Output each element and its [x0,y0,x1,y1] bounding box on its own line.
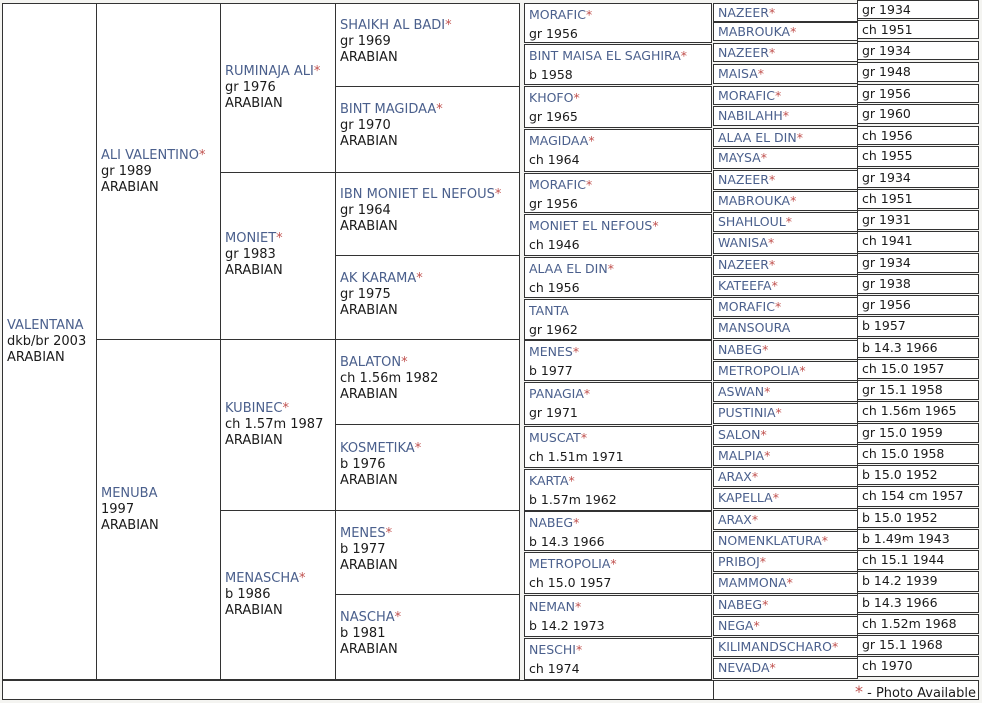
horse-gen6-info: ch 1941 [857,231,979,252]
horse-gen4 [335,594,520,680]
photo-star-icon: * [762,597,769,612]
horse-color-year: gr 1983 [225,247,276,262]
photo-star-icon: * [610,556,617,571]
horse-gen6-info: gr 15.1 1958 [857,380,979,400]
horse-gen5 [524,638,712,680]
horse-gen6-name: NAZEER* [713,43,858,62]
horse-gen6-info: gr 15.0 1959 [857,423,979,443]
photo-star-icon: * [385,526,393,541]
photo-star-icon: * [767,235,775,250]
horse-name: BINT MAISA EL SAGHIRA* [529,48,688,63]
horse-gen4 [335,255,520,340]
horse-gen5 [524,44,712,85]
horse-name: ALAA EL DIN* [529,261,614,276]
horse-gen5 [524,3,712,43]
horse-gen6-name: SALON* [713,425,858,445]
photo-star-icon: * [764,448,771,463]
photo-star-icon: * [401,355,408,370]
horse-gen5 [524,173,712,213]
horse-color-year: b 1.57m 1962 [529,492,617,507]
horse-color-year: ch 1974 [529,661,580,676]
photo-star-icon: * [782,108,790,123]
horse-gen5 [524,129,712,172]
horse-breed: ARABIAN [101,180,159,195]
horse-name: METROPOLIA* [529,556,617,571]
horse-gen6-name: MANSOURA [713,318,858,339]
horse-name: KOSMETIKA* [340,441,422,456]
photo-star-icon: * [588,133,595,148]
horse-gen6-info: gr 1934 [857,253,979,273]
photo-star-icon: * [785,214,793,229]
photo-star-icon: * [854,682,863,700]
photo-star-icon: * [572,344,580,359]
horse-gen6-info: gr 1960 [857,104,979,124]
horse-gen6-name: MORAFIC* [713,297,858,317]
horse-breed: ARABIAN [340,473,398,488]
horse-gen5 [524,257,712,298]
horse-color-year: ch 15.0 1957 [529,575,612,590]
horse-gen6-info: b 14.3 1966 [857,593,979,613]
horse-gen6-name: NEVADA* [713,658,858,679]
horse-gen6-name: NABILAHH* [713,106,858,126]
photo-star-icon: * [583,386,591,401]
photo-star-icon: * [313,64,321,79]
horse-gen6-name: MAMMONA* [713,573,858,594]
horse-color-year: ch 1964 [529,152,580,167]
horse-breed: ARABIAN [225,603,283,618]
horse-gen6-info: ch 1955 [857,146,979,167]
photo-star-icon: * [764,384,771,399]
horse-gen6-name: NABEG* [713,340,858,360]
horse-color-year: b 1977 [340,542,386,557]
photo-star-icon: * [768,5,776,20]
horse-gen6-name: NEGA* [713,616,858,636]
horse-breed: ARABIAN [225,96,283,111]
horse-name: PANAGIA* [529,386,591,401]
horse-gen6-name: KAPELLA* [713,488,858,509]
horse-breed: ARABIAN [340,219,398,234]
horse-gen6-name: MABROUKA* [713,22,858,41]
horse-color-year: gr 1970 [340,118,391,133]
horse-color-year: ch 1.56m 1982 [340,371,439,386]
photo-star-icon: * [821,533,829,548]
horse-breed: ARABIAN [7,350,65,365]
photo-star-icon: * [445,18,452,33]
horse-valentana [2,3,97,680]
photo-star-icon: * [416,271,423,286]
horse-name: NABEG* [529,515,580,530]
horse-name: TANTA [529,303,569,318]
horse-gen5 [524,382,712,425]
horse-name: KARTA* [529,473,575,488]
horse-sire [96,3,221,340]
horse-name: BINT MAGIDAA* [340,102,443,117]
horse-gen6-name: NOMENKLATURA* [713,531,858,551]
photo-star-icon: * [574,599,582,614]
horse-name: BALATON* [340,355,408,370]
horse-breed: ARABIAN [340,50,398,65]
horse-name: MORAFIC* [529,177,593,192]
horse-gen6-info: gr 1956 [857,295,979,315]
horse-gen6-info: ch 1956 [857,126,979,145]
horse-color-year: ch 1.51m 1971 [529,449,624,464]
horse-gen4 [335,172,520,256]
photo-star-icon: * [769,660,776,675]
photo-star-icon: * [796,130,803,145]
horse-gen6-info: b 15.0 1952 [857,465,979,485]
horse-color-year: gr 1976 [225,80,276,95]
photo-star-icon: * [494,187,502,202]
horse-gen6-info: ch 154 cm 1957 [857,486,979,507]
horse-gen6-info: ch 1951 [857,189,979,209]
horse-color-year: dkb/br 2003 [7,334,87,349]
horse-gen6-info: b 1.49m 1943 [857,529,979,549]
horse-gen6-name: NAZEER* [713,3,858,22]
horse-gen5 [524,552,712,594]
horse-breed: ARABIAN [340,387,398,402]
horse-name: MUSCAT* [529,430,588,445]
horse-gen6-name: MAYSA* [713,148,858,169]
horse-gen4 [335,339,520,425]
horse-gen6-info: b 14.3 1966 [857,338,979,358]
horse-gen6-info: ch 15.0 1957 [857,359,979,379]
horse-breed: ARABIAN [225,263,283,278]
legend-text: - Photo Available [862,686,976,700]
horse-name: NEMAN* [529,599,582,614]
horse-gen6-info: b 15.0 1952 [857,508,979,528]
horse-gen4 [335,86,520,173]
horse-color-year: 1997 [101,502,135,517]
horse-color-year: b 14.2 1973 [529,618,605,633]
horse-gen5 [524,214,712,256]
horse-color-year: gr 1975 [340,287,391,302]
photo-star-icon: * [751,512,759,527]
horse-gen6-info: gr 1934 [857,168,979,188]
photo-star-icon: * [680,48,688,63]
horse-name: RUMINAJA ALI* [225,64,321,79]
photo-star-icon: * [757,66,764,81]
horse-color-year: b 1977 [529,363,573,378]
photo-star-icon: * [760,427,767,442]
photo-star-icon: * [759,554,767,569]
horse-gen4 [335,3,520,87]
horse-gen6-info: gr 1938 [857,274,979,294]
horse-gen6-name: WANISA* [713,233,858,254]
horse-name: IBN MONIET EL NEFOUS* [340,187,502,202]
horse-color-year: gr 1965 [529,109,578,124]
photo-star-icon: * [774,88,782,103]
horse-gen6-name: NAZEER* [713,170,858,190]
horse-color-year: ch 1.57m 1987 [225,417,324,432]
horse-name: MENASCHA* [225,571,306,586]
horse-gen6-info: ch 1.52m 1968 [857,614,979,634]
horse-gen6-name: MORAFIC* [713,86,858,105]
horse-name: MORAFIC* [529,7,593,22]
horse-breed: ARABIAN [340,642,398,657]
horse-breed: ARABIAN [225,433,283,448]
photo-star-icon: * [771,278,778,293]
photo-star-icon: * [831,639,839,654]
horse-color-year: gr 1962 [529,322,578,337]
horse-gen5 [524,426,712,468]
horse-name: AK KARAMA* [340,271,423,286]
horse-name: MENES* [529,344,580,359]
horse-gen6-info: ch 15.1 1944 [857,550,979,570]
photo-star-icon: * [585,7,593,22]
horse-name: MAGIDAA* [529,133,595,148]
photo-star-icon: * [576,642,583,657]
photo-star-icon: * [786,575,793,590]
horse-gen6-name: PUSTINIA* [713,403,858,424]
horse-color-year: b 1958 [529,67,573,82]
horse-color-year: ch 1946 [529,237,580,252]
photo-star-icon: * [580,430,588,445]
photo-star-icon: * [198,148,206,163]
horse-color-year: gr 1971 [529,405,578,420]
photo-star-icon: * [607,261,614,276]
horse-gen6-info: gr 1934 [857,0,979,19]
horse-gen3 [220,510,336,680]
photo-star-icon: * [790,193,797,208]
photo-star-icon: * [751,469,759,484]
horse-gen6-info: ch 15.0 1958 [857,444,979,464]
horse-gen6-info: ch 1951 [857,20,979,39]
horse-name: VALENTANA [7,318,84,333]
photo-star-icon: * [282,401,289,416]
horse-gen3 [220,3,336,173]
horse-name: NESCHI* [529,642,583,657]
horse-gen6-info: gr 1931 [857,210,979,230]
photo-star-icon: * [772,490,779,505]
photo-star-icon: * [436,102,443,117]
horse-gen6-name: SHAHLOUL* [713,212,858,232]
photo-star-icon: * [775,405,782,420]
horse-color-year: b 1976 [340,457,386,472]
photo-star-icon: * [585,177,593,192]
horse-gen6-info: gr 1948 [857,62,979,82]
horse-breed: ARABIAN [340,134,398,149]
horse-gen3 [220,339,336,511]
footer-empty [2,680,714,700]
horse-gen6-name: ALAA EL DIN* [713,128,858,147]
horse-color-year: gr 1989 [101,164,152,179]
horse-gen6-name: MALPIA* [713,446,858,466]
horse-name: SHAIKH AL BADI* [340,18,452,33]
horse-name: ALI VALENTINO* [101,148,206,163]
photo-star-icon: * [768,45,776,60]
photo-star-icon: * [760,150,767,165]
horse-color-year: ch 1956 [529,280,580,295]
horse-gen6-name: KATEEFA* [713,276,858,296]
horse-gen6-name: METROPOLIA* [713,361,858,381]
photo-star-icon: * [394,610,402,625]
photo-star-icon: * [299,571,306,586]
horse-gen6-name: ASWAN* [713,382,858,402]
horse-name: MENUBA [101,486,158,501]
horse-gen5 [524,511,712,551]
horse-gen6-name: ARAX* [713,467,858,487]
photo-star-icon: * [414,441,422,456]
horse-gen6-name: ARAX* [713,510,858,530]
horse-dam [96,339,221,680]
horse-color-year: gr 1969 [340,34,391,49]
photo-star-icon: * [774,299,782,314]
horse-gen5 [524,340,712,381]
photo-star-icon: * [753,618,760,633]
horse-gen5 [524,469,712,511]
horse-gen6-name: PRIBOJ* [713,552,858,572]
horse-gen5 [524,595,712,637]
footer-legend [713,680,979,700]
photo-star-icon: * [768,172,776,187]
horse-breed: ARABIAN [340,558,398,573]
photo-star-icon: * [573,515,580,530]
horse-name: NASCHA* [340,610,402,625]
photo-star-icon: * [568,473,575,488]
horse-name: KUBINEC* [225,401,289,416]
photo-star-icon: * [799,363,806,378]
horse-gen6-info: ch 1970 [857,656,979,677]
horse-name: MENES* [340,526,393,541]
horse-gen6-info: gr 15.1 1968 [857,635,979,655]
horse-gen4 [335,510,520,595]
horse-gen6-info: gr 1934 [857,41,979,60]
photo-star-icon: * [762,342,769,357]
horse-color-year: gr 1956 [529,196,578,211]
horse-name: MONIET* [225,231,283,246]
horse-color-year: b 1986 [225,587,271,602]
horse-gen3 [220,172,336,340]
horse-gen5 [524,86,712,128]
horse-gen6-name: MABROUKA* [713,191,858,211]
horse-gen6-name: MAISA* [713,64,858,84]
horse-gen5 [524,299,712,340]
horse-color-year: gr 1964 [340,203,391,218]
photo-star-icon: * [573,90,580,105]
horse-color-year: b 1981 [340,626,386,641]
horse-gen6-info: b 14.2 1939 [857,571,979,592]
photo-star-icon: * [790,24,797,39]
horse-name: KHOFO* [529,90,580,105]
horse-name: MONIET EL NEFOUS* [529,218,659,233]
horse-gen6-info: ch 1.56m 1965 [857,401,979,422]
horse-gen6-info: gr 1956 [857,84,979,103]
photo-star-icon: * [768,257,776,272]
photo-star-icon: * [652,218,659,233]
horse-gen6-name: NAZEER* [713,255,858,275]
horse-gen6-name: KILIMANDSCHARO* [713,637,858,657]
horse-gen4 [335,424,520,511]
horse-breed: ARABIAN [340,303,398,318]
horse-gen6-name: NABEG* [713,595,858,615]
horse-color-year: gr 1956 [529,26,578,41]
photo-star-icon: * [276,231,283,246]
horse-breed: ARABIAN [101,518,159,533]
horse-gen6-info: b 1957 [857,316,979,337]
horse-color-year: b 14.3 1966 [529,534,605,549]
